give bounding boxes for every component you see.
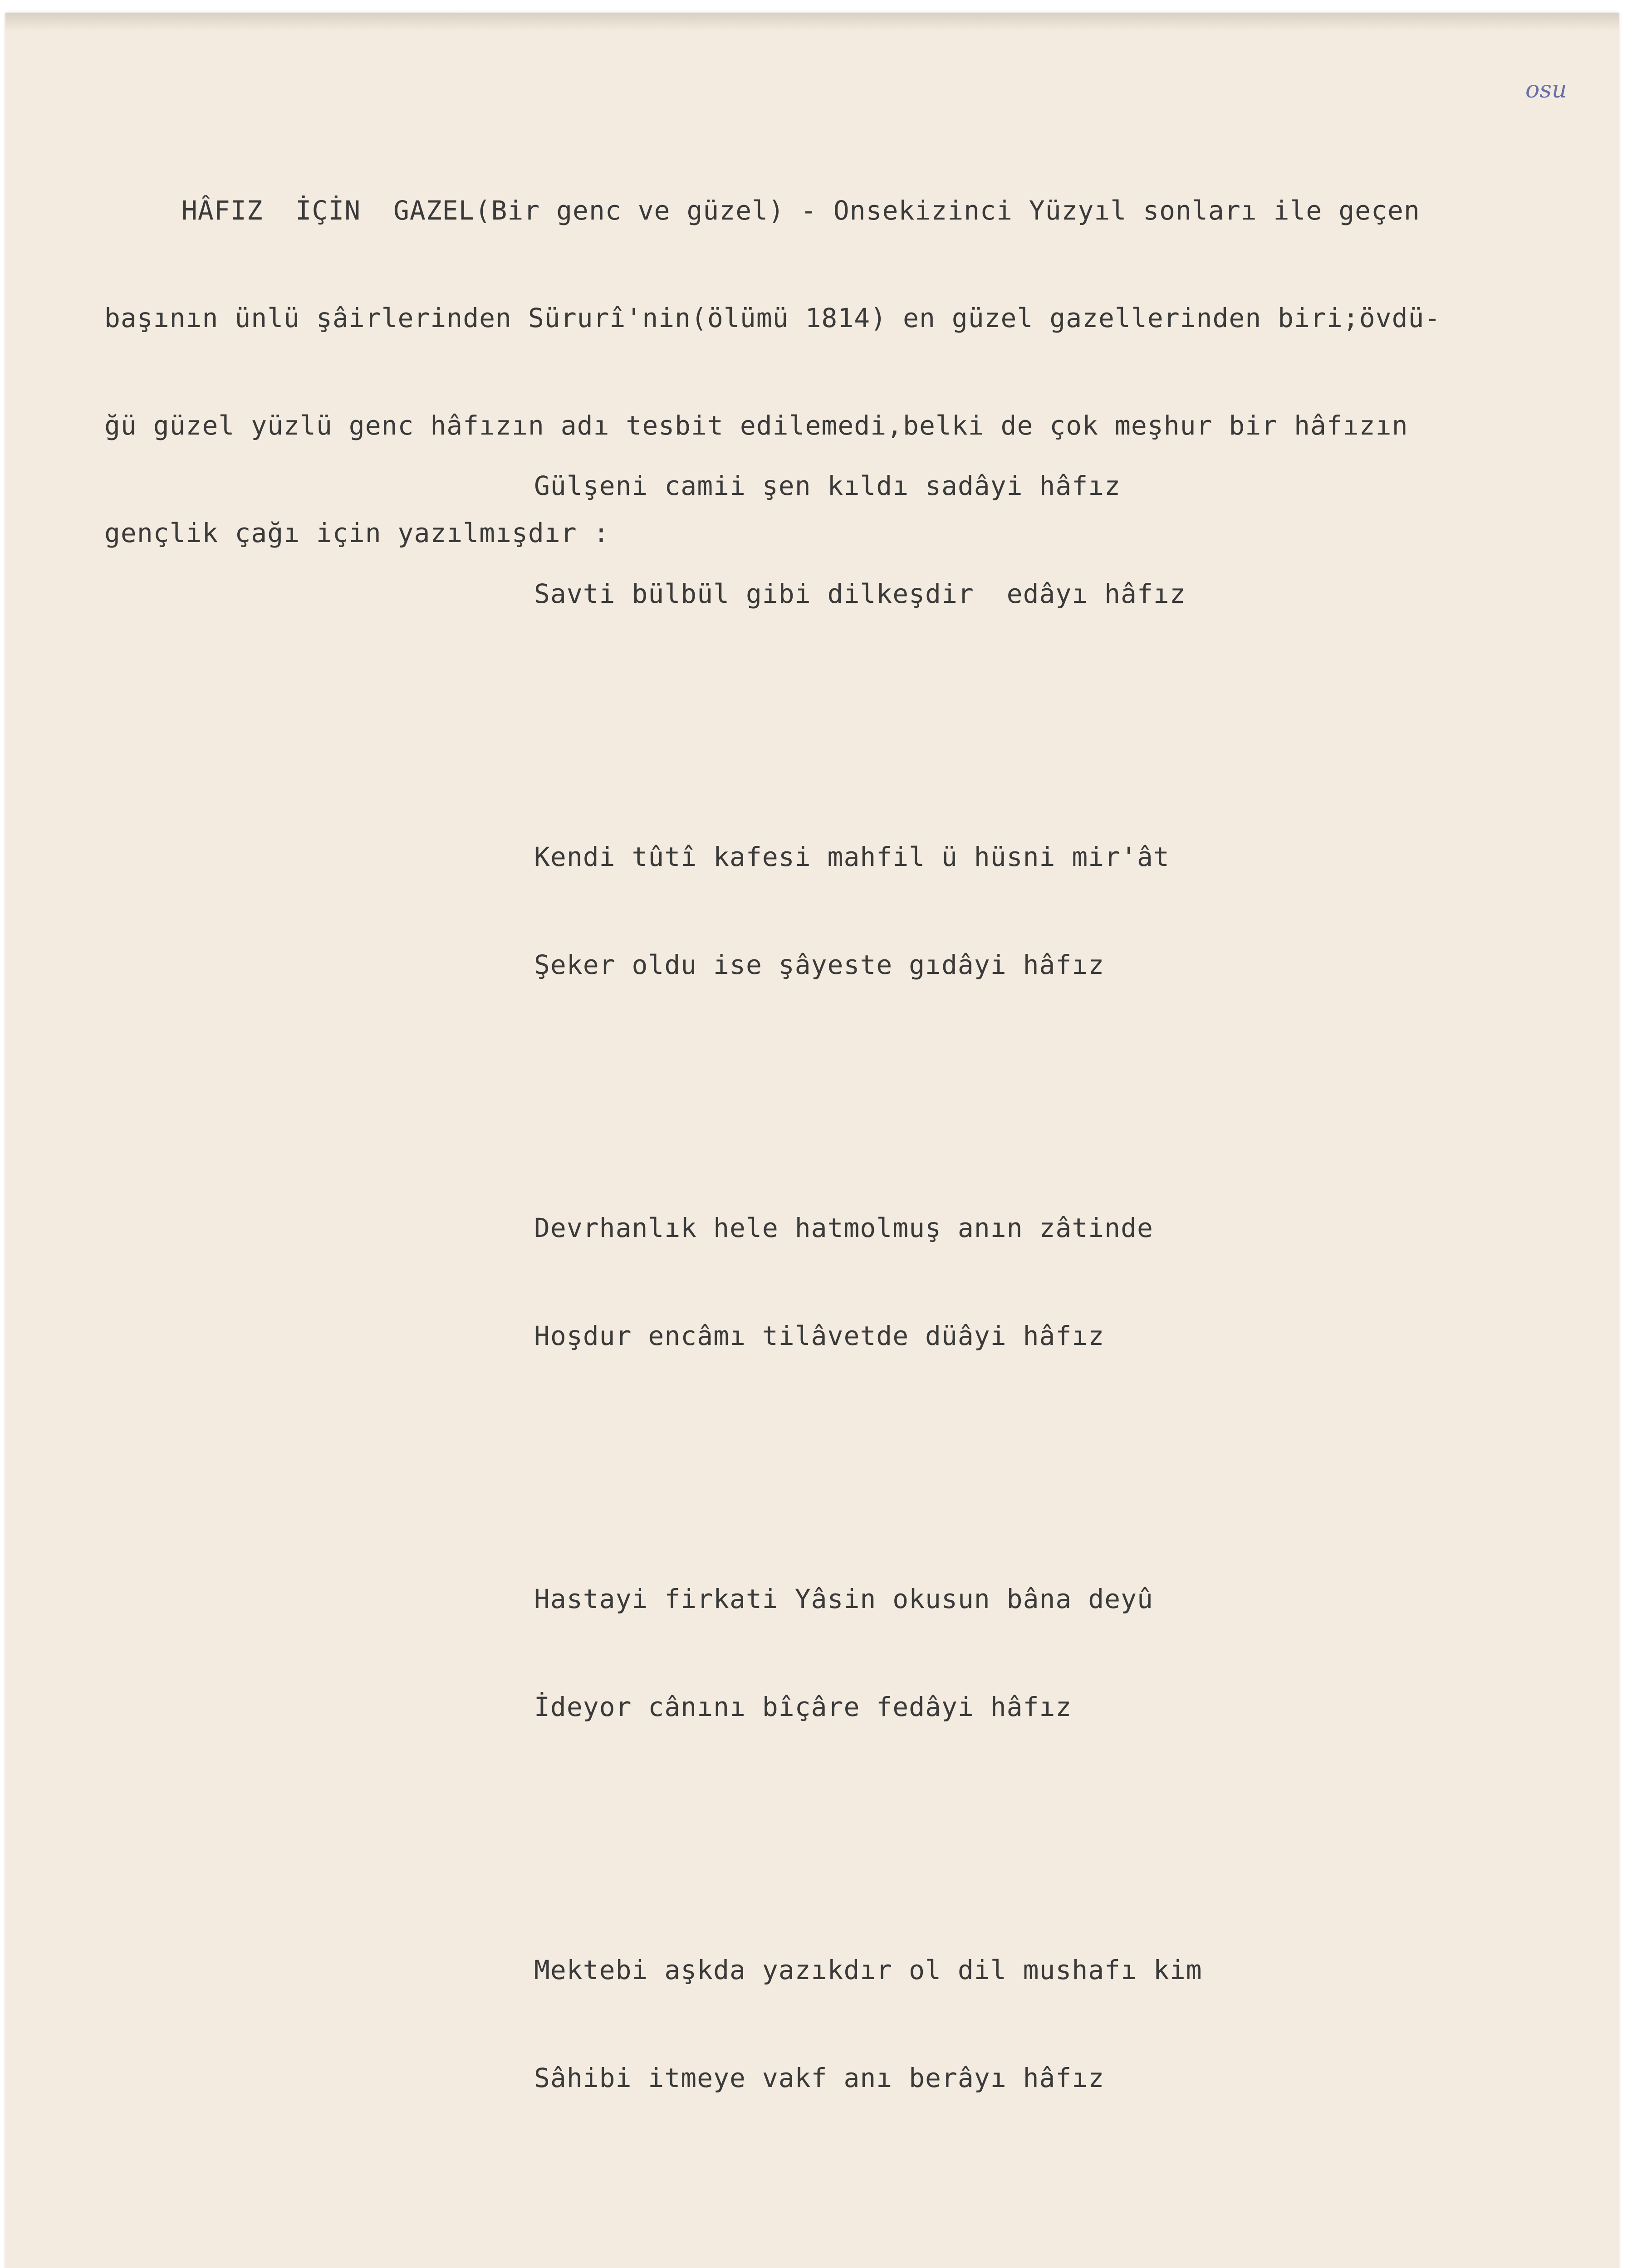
intro-line: HÂFIZ İÇİN GAZEL(Bir genc ve güzel) - Onsekizinci Yüzyıl sonları ile geçen xyxy=(181,195,1420,226)
couplet xyxy=(534,772,1578,1050)
typewritten-page xyxy=(5,13,1619,2268)
verse-line: Hastayi firkati Yâsin okusun bâna deyû xyxy=(534,1584,1153,1614)
page-edge xyxy=(5,13,1619,31)
intro-line: gençlik çağı için yazılmışdır : xyxy=(104,518,610,548)
verse-line: Devrhanlık hele hatmolmuş anın zâtinde xyxy=(534,1212,1153,1243)
couplet xyxy=(534,1885,1578,2163)
verse-line: Sâhibi itmeye vakf anı berâyı hâfız xyxy=(534,2063,1105,2093)
verse-line: İdeyor cânını bîçâre fedâyi hâfız xyxy=(534,1691,1072,1722)
couplet xyxy=(534,2256,1578,2268)
verse-line: Şeker oldu ise şâyeste gıdâyi hâfız xyxy=(534,949,1105,980)
margin-note: osu xyxy=(1525,76,1567,103)
verse-line: Kendi tûtî kafesi mahfil ü hüsni mir'ât xyxy=(534,841,1170,872)
couplet xyxy=(534,401,1578,679)
intro-line: başının ünlü şâirlerinden Sürurî'nin(ölümü 1814) en güzel gazellerinden biri;övdü- xyxy=(104,303,1441,333)
verse-line: Hoşdur encâmı tilâvetde düâyi hâfız xyxy=(534,1320,1105,1351)
couplet xyxy=(534,1514,1578,1792)
verse-line: Gülşeni camii şen kıldı sadâyi hâfız xyxy=(534,470,1121,501)
couplet xyxy=(534,1143,1578,1421)
verse-line: Savti bülbül gibi dilkeşdir edâyı hâfız xyxy=(534,578,1186,609)
poem-gazel xyxy=(534,339,1578,2268)
verse-line: Mektebi aşkda yazıkdır ol dil mushafı kim xyxy=(534,1955,1202,1985)
intro-line: ğü güzel yüzlü genc hâfızın adı tesbit edilemedi,belki de çok meşhur bir hâfızın xyxy=(104,410,1408,441)
